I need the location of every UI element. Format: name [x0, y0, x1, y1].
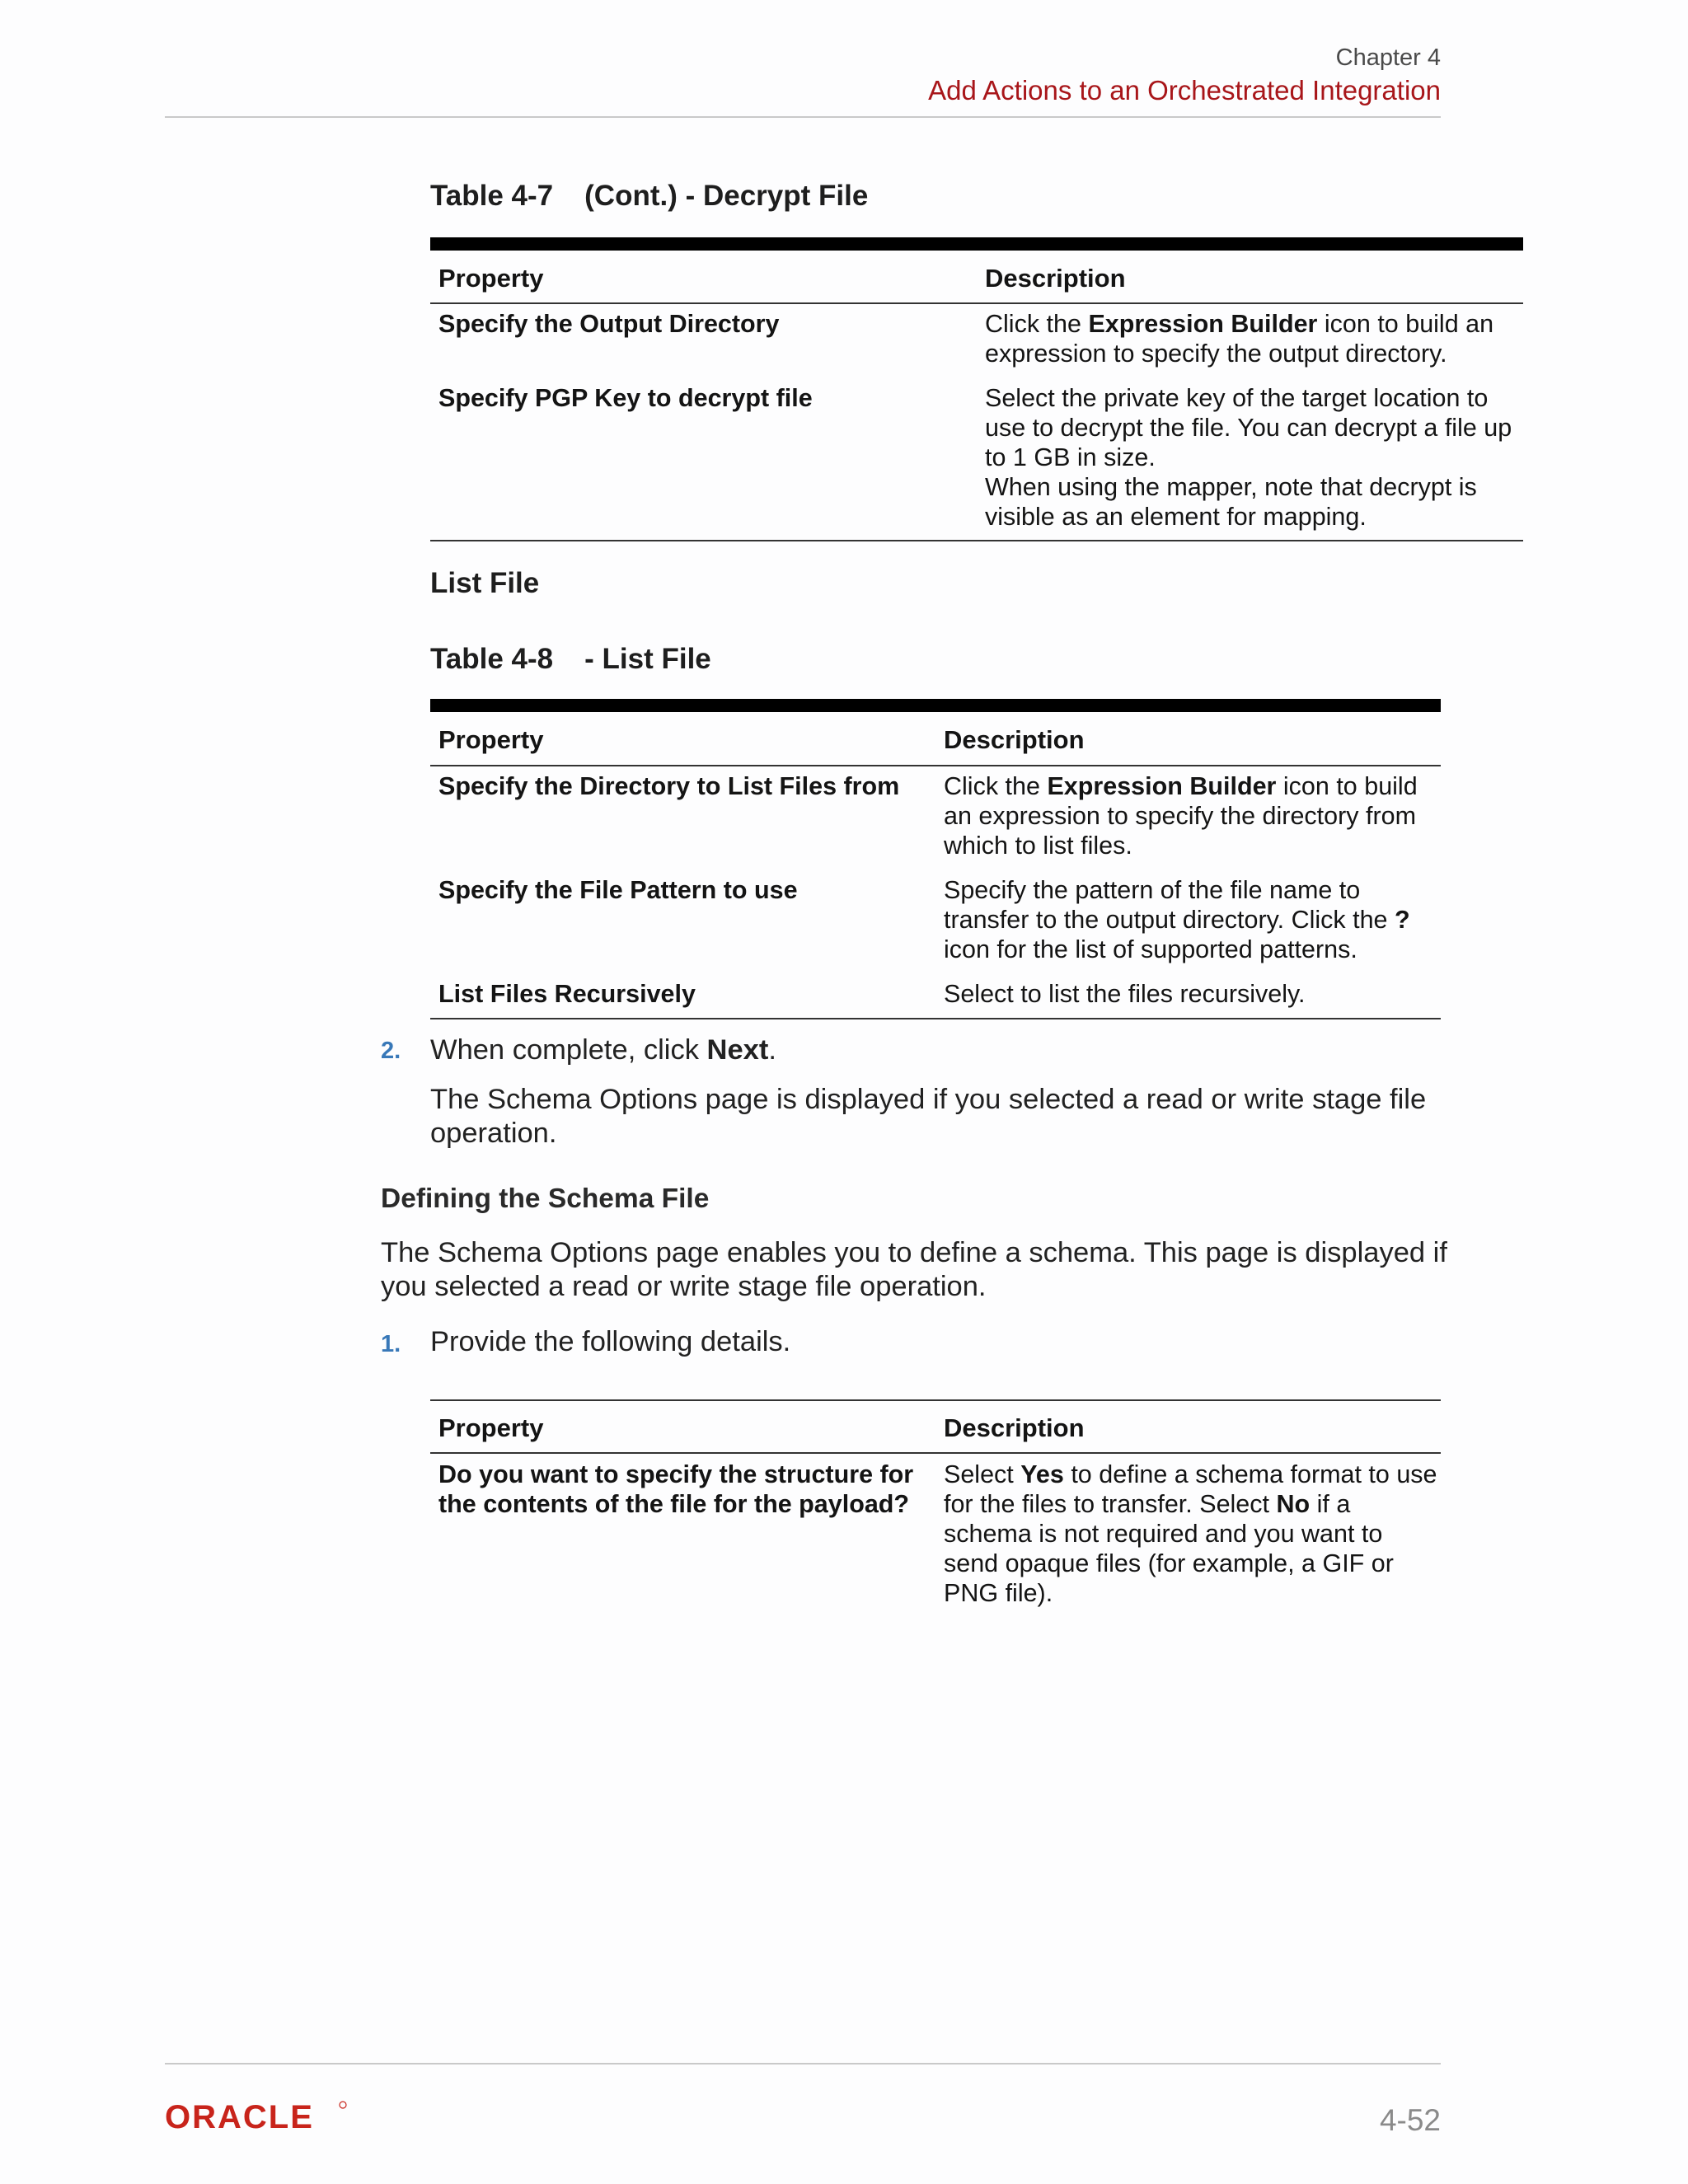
- step-bold-term: Next: [706, 1034, 769, 1066]
- desc-text: to define a schema format to use: [1063, 1460, 1437, 1488]
- paragraph-line: The Schema Options page enables you to define a schema. This page is displayed if: [381, 1237, 1447, 1268]
- step-text: .: [768, 1034, 776, 1066]
- table-bottom-rule: [430, 540, 1523, 541]
- property-line: the contents of the file for the payload?: [438, 1490, 910, 1518]
- table-caption-title: (Cont.) - Decrypt File: [584, 180, 869, 212]
- desc-text: Specify the pattern of the file name to: [944, 876, 1361, 904]
- table-header-description: Description: [944, 725, 1085, 754]
- table-header-rule: [430, 765, 1441, 766]
- desc-text: icon to build: [1276, 772, 1418, 800]
- chapter-title: Add Actions to an Orchestrated Integration: [928, 75, 1441, 105]
- step-2-paragraph: [430, 1083, 1426, 1151]
- step-number: 2.: [381, 1038, 401, 1064]
- oracle-logo-text: ORACLE: [165, 2100, 314, 2133]
- paragraph-line: you selected a read or write stage file operation.: [381, 1271, 987, 1302]
- table-row-description: [944, 771, 1418, 860]
- desc-line: visible as an element for mapping.: [985, 503, 1367, 531]
- desc-text: schema is not required and you want to: [944, 1520, 1383, 1548]
- step-1-text: Provide the following details.: [430, 1326, 791, 1357]
- step-2-text: [430, 1033, 776, 1067]
- desc-text: for the files to transfer. Select: [944, 1490, 1277, 1518]
- desc-bold-term: Yes: [1020, 1460, 1064, 1488]
- desc-line: to 1 GB in size.: [985, 443, 1156, 471]
- table-header-property: Property: [438, 264, 544, 293]
- desc-bold-term: Expression Builder: [1047, 772, 1277, 800]
- desc-text: Click the: [985, 310, 1089, 338]
- section-heading-schema: Defining the Schema File: [381, 1183, 710, 1214]
- table-caption-title: - List File: [584, 643, 711, 675]
- table-bottom-rule: [430, 1018, 1441, 1019]
- desc-line: Select the private key of the target location to: [985, 384, 1489, 412]
- desc-text: Click the: [944, 772, 1048, 800]
- table-4-7-caption: [430, 180, 868, 213]
- table-header-property: Property: [438, 725, 544, 754]
- step-number: 1.: [381, 1331, 401, 1357]
- table-row-description: [944, 1460, 1437, 1608]
- oracle-logo: [165, 2100, 350, 2133]
- footer-divider: [165, 2063, 1441, 2064]
- step-text: When complete, click: [430, 1034, 707, 1066]
- desc-bold-term: Expression Builder: [1088, 310, 1318, 338]
- registered-mark-icon: [340, 2102, 346, 2108]
- paragraph-line: operation.: [430, 1118, 557, 1149]
- table-caption-number: Table 4-8: [430, 643, 554, 675]
- running-header: [928, 43, 1441, 109]
- desc-bold-term: No: [1276, 1490, 1311, 1518]
- desc-text: PNG file).: [944, 1579, 1053, 1607]
- desc-bold-term: ?: [1395, 906, 1410, 934]
- table-row-description: [985, 383, 1512, 532]
- page-number: 4-52: [1379, 2103, 1441, 2137]
- desc-text: transfer to the output directory. Click the: [944, 906, 1395, 934]
- table-row-property: Specify the Output Directory: [438, 310, 780, 338]
- table-row-property: Specify PGP Key to decrypt file: [438, 384, 813, 412]
- table-header-rule: [430, 1452, 1441, 1454]
- table-row-description: [944, 875, 1410, 964]
- table-header-rule: [430, 302, 1523, 304]
- desc-text: icon to build an: [1317, 310, 1494, 338]
- table-row-description: [985, 309, 1493, 368]
- desc-text: send opaque files (for example, a GIF or: [944, 1549, 1394, 1577]
- table-4-8-caption: [430, 643, 711, 676]
- section-heading-list-file: List File: [430, 567, 540, 599]
- table-row-property: [438, 1460, 913, 1519]
- table-header-property: Property: [438, 1413, 544, 1442]
- property-line: Do you want to specify the structure for: [438, 1460, 914, 1488]
- desc-line: use to decrypt the file. You can decrypt a file up: [985, 414, 1512, 442]
- paragraph-line: The Schema Options page is displayed if you selected a read or write stage file: [430, 1084, 1427, 1115]
- desc-text: Select: [944, 1460, 1021, 1488]
- table-row-property: List Files Recursively: [438, 980, 696, 1008]
- schema-paragraph: [381, 1236, 1447, 1304]
- desc-text: if a: [1310, 1490, 1351, 1518]
- table-row-description: Select to list the files recursively.: [944, 980, 1306, 1008]
- chapter-label: Chapter 4: [1335, 45, 1441, 71]
- header-divider: [165, 116, 1441, 118]
- table-top-rule: [430, 1399, 1441, 1401]
- table-top-bar: [430, 699, 1441, 712]
- table-caption-number: Table 4-7: [430, 180, 554, 212]
- table-header-description: Description: [944, 1413, 1085, 1442]
- table-row-property: Specify the Directory to List Files from: [438, 772, 900, 800]
- table-header-description: Description: [985, 264, 1126, 293]
- table-top-bar: [430, 237, 1523, 251]
- desc-text: icon for the list of supported patterns.: [944, 935, 1357, 963]
- desc-line: When using the mapper, note that decrypt is: [985, 473, 1477, 501]
- table-row-property: Specify the File Pattern to use: [438, 876, 798, 904]
- desc-text: which to list files.: [944, 832, 1132, 860]
- desc-text: an expression to specify the directory from: [944, 802, 1416, 830]
- desc-text: expression to specify the output directory.: [985, 340, 1447, 368]
